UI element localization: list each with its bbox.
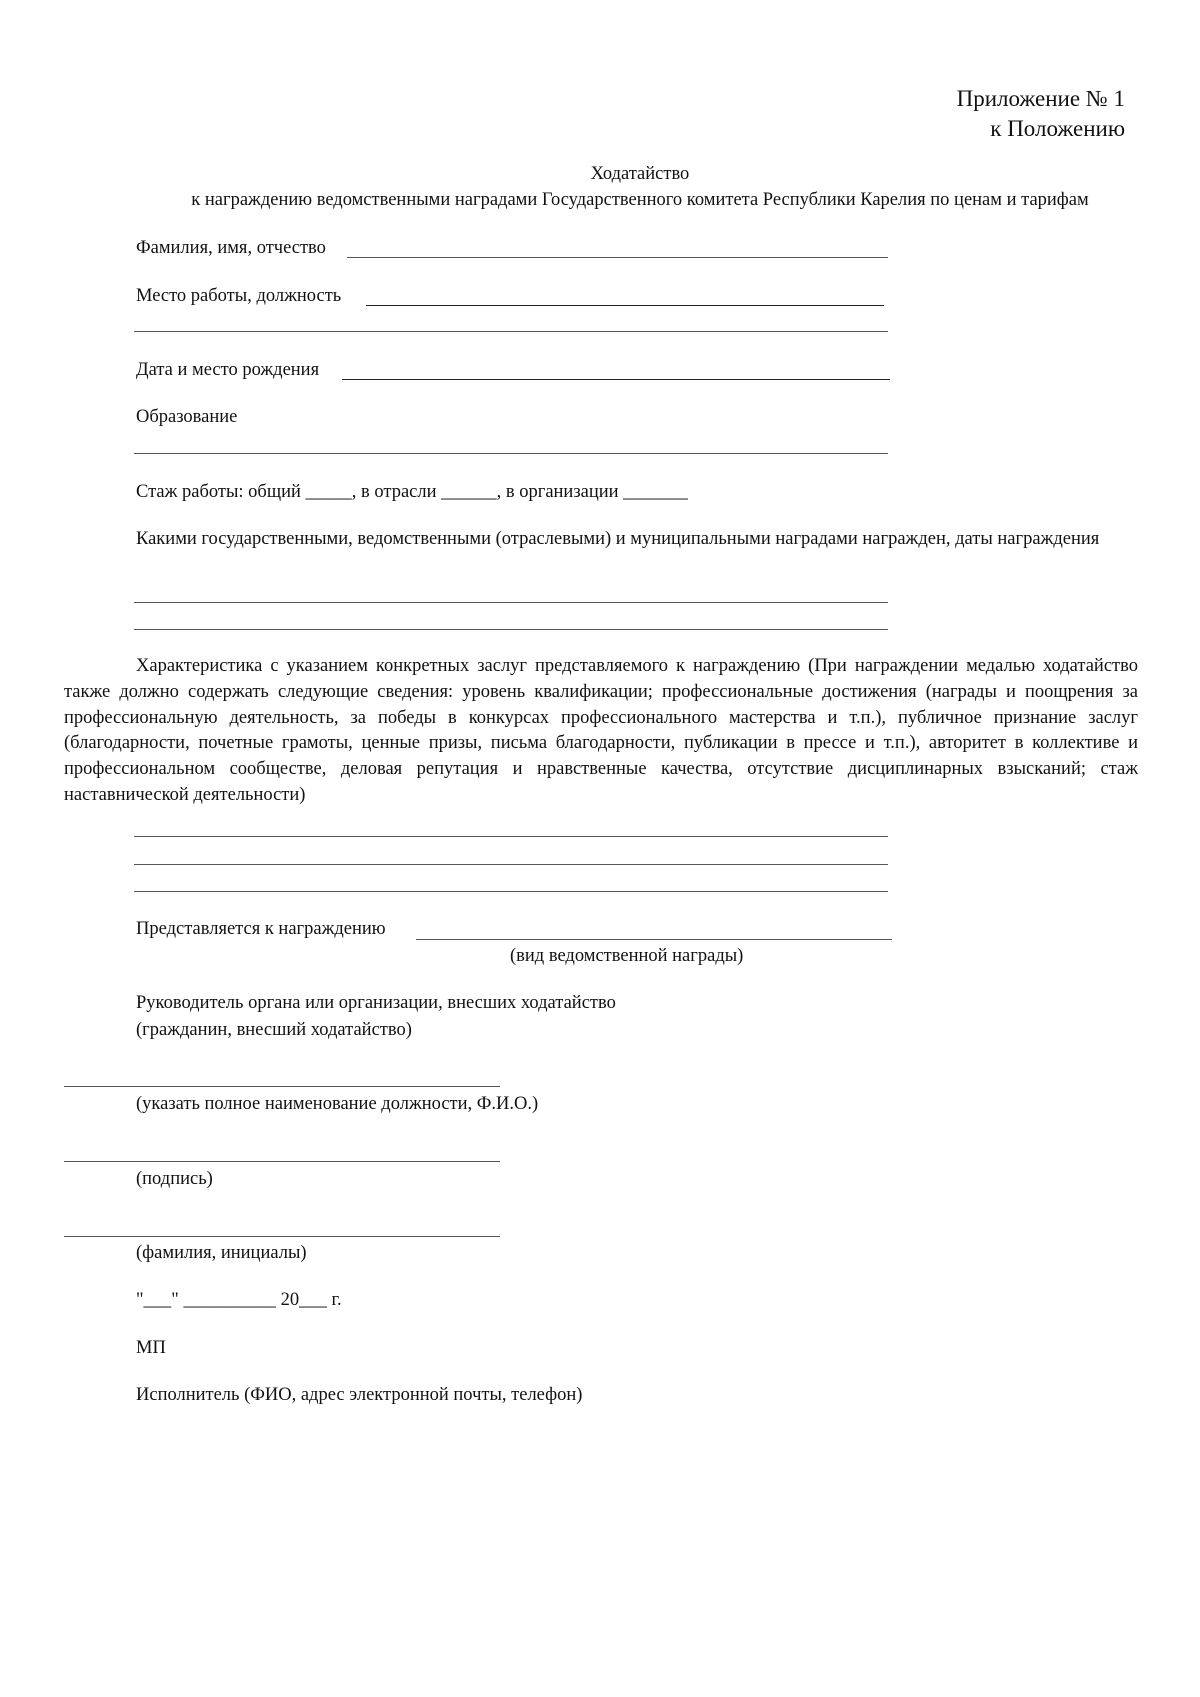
executor-label: Исполнитель (ФИО, адрес электронной почты, телефон) [136, 1385, 583, 1405]
education-line[interactable] [134, 453, 888, 454]
workplace-label: Место работы, должность [136, 286, 342, 306]
signature-hint: (подпись) [136, 1169, 213, 1189]
stamp-label: МП [136, 1338, 166, 1358]
characteristic-line-3[interactable] [134, 891, 888, 892]
workplace-line[interactable] [366, 305, 884, 306]
head-sublabel: (гражданин, внесший ходатайство) [136, 1020, 412, 1040]
nomination-line[interactable] [416, 939, 892, 940]
position-hint: (указать полное наименование должности, Ф.И.О.) [136, 1094, 539, 1114]
name-line[interactable] [64, 1236, 500, 1237]
nomination-hint: (вид ведомственной награды) [510, 946, 744, 966]
position-line[interactable] [64, 1086, 500, 1087]
characteristic-line-2[interactable] [134, 864, 888, 865]
nomination-label: Представляется к награждению [136, 919, 386, 939]
birth-label: Дата и место рождения [136, 360, 320, 380]
workplace-line-2[interactable] [134, 331, 888, 332]
awards-line-2[interactable] [134, 629, 888, 630]
characteristic-line-1[interactable] [134, 836, 888, 837]
head-label: Руководитель органа или организации, внесших ходатайство [136, 993, 616, 1013]
annex-reference: к Положению [990, 116, 1125, 141]
full-name-line[interactable] [347, 257, 888, 258]
experience-label: Стаж работы: общий _____, в отрасли ______, в организации _______ [136, 482, 688, 502]
education-label: Образование [136, 407, 238, 427]
signature-line[interactable] [64, 1161, 500, 1162]
name-hint: (фамилия, инициалы) [136, 1243, 307, 1263]
full-name-label: Фамилия, имя, отчество [136, 238, 326, 258]
awards-line-1[interactable] [134, 602, 888, 603]
document-subtitle: к награждению ведомственными наградами Государственного комитета Республики Карелия по ценам и тарифам [191, 190, 1089, 210]
document-title: Ходатайство [590, 164, 690, 184]
awards-paragraph: Какими государственными, ведомственными (отраслевыми) и муниципальными наградами награжден, даты награждения [136, 529, 1100, 549]
annex-number: Приложение № 1 [956, 86, 1125, 111]
characteristic-paragraph: Характеристика с указанием конкретных заслуг представляемого к награждению (При награждении медалью ходатайство также должно содержать следующие сведения: уровень квалификации; профессиональные достижения (награды и поощрения за профессиональную деятельность, за победы в конкурсах профессионального мастерства и т.п.), публичное признание заслуг (благодарности, почетные грамоты, ценные призы, письма благодарности, публикации в прессе и т.п.), авторитет в коллективе и профессиональном сообществе, деловая репутация и нравственные качества, отсутствие дисциплинарных взысканий; стаж наставнической деятельности) [64, 656, 1138, 805]
date-line: "___" __________ 20___ г. [136, 1290, 342, 1310]
birth-line[interactable] [342, 379, 890, 380]
